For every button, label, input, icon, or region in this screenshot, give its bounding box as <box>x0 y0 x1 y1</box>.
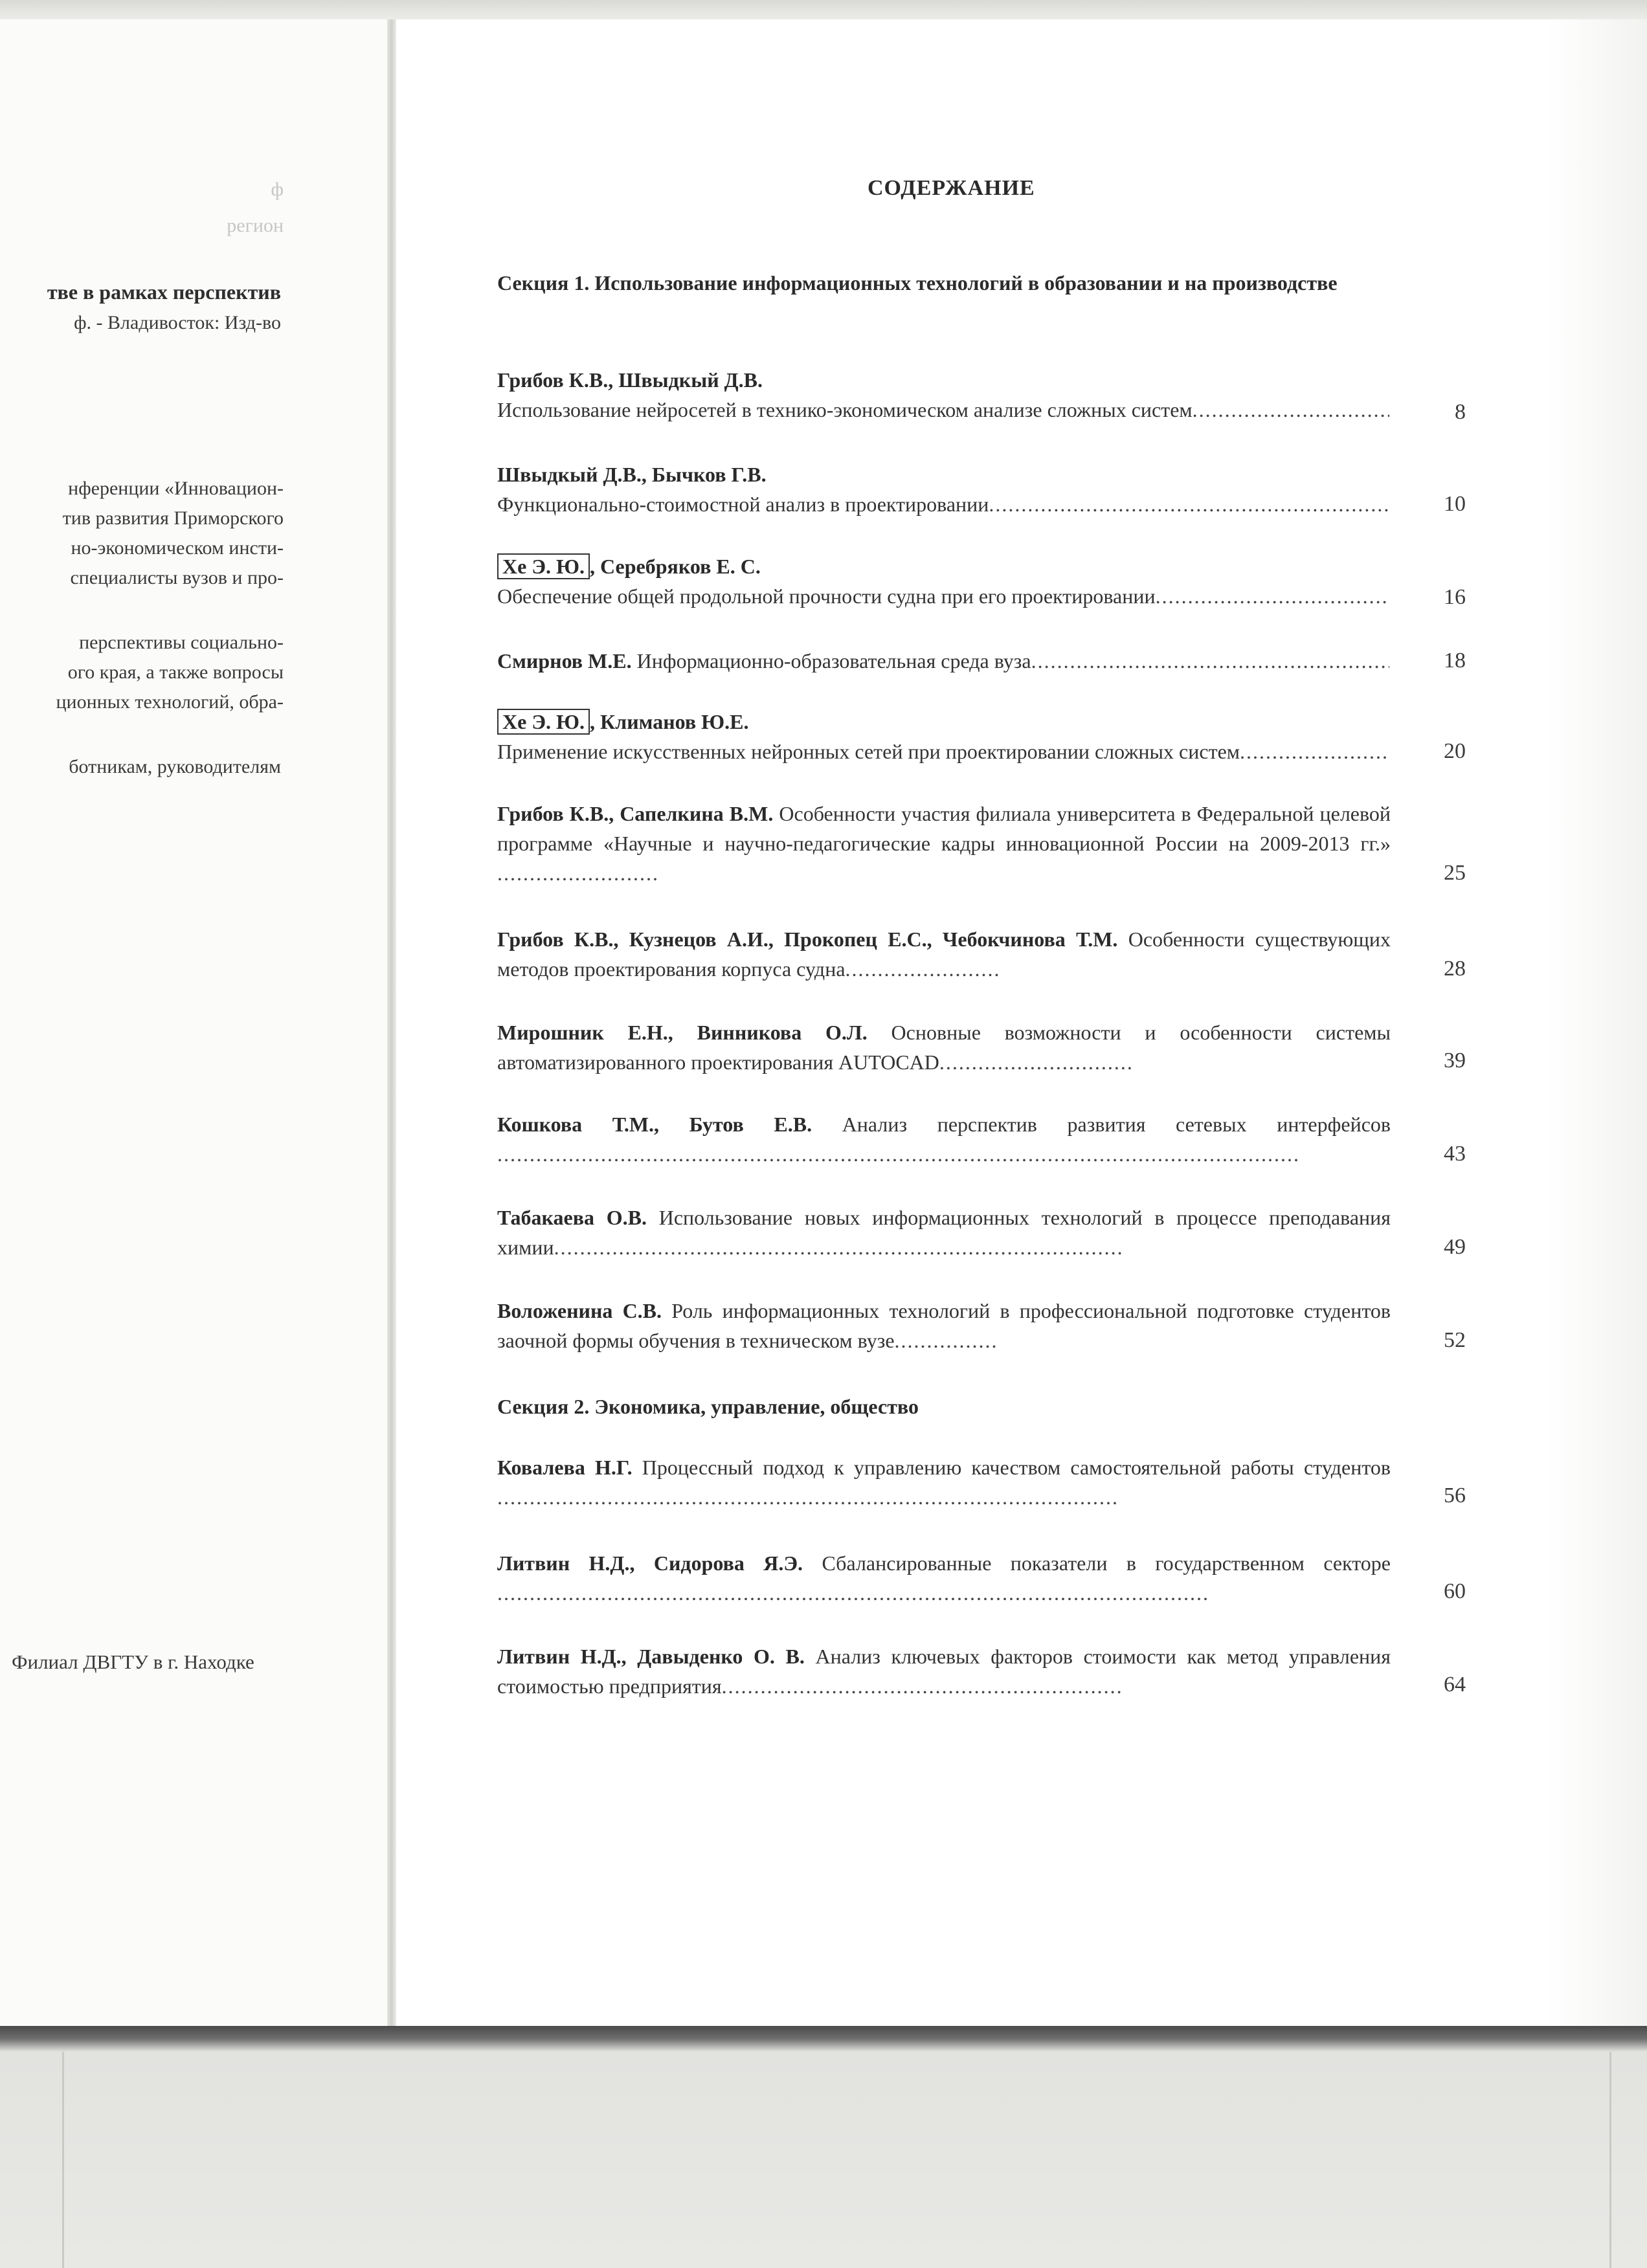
page-number: 39 <box>1444 1049 1466 1073</box>
facing-page-fragment: тве в рамках перспектив <box>47 280 281 304</box>
facing-page-fragment: тив развития Приморского <box>62 507 284 529</box>
entry-authors: Швыдкый Д.В., Бычков Г.В. <box>497 463 767 486</box>
entry-authors: Ковалева Н.Г. <box>497 1456 633 1479</box>
entry-authors: Мирошник Е.Н., Винникова О.Л. <box>497 1021 868 1044</box>
entry-authors: Табакаева О.В. <box>497 1206 647 1229</box>
entry-title: Функционально-стоимостной анализ в проектировании <box>497 493 989 516</box>
page-number: 28 <box>1444 957 1466 981</box>
page-number: 52 <box>1444 1328 1466 1352</box>
leader-dots <box>722 1671 1123 1701</box>
toc-entry <box>497 707 1391 766</box>
toc-entry <box>497 1203 1391 1262</box>
facing-page <box>0 19 387 2026</box>
scanner-bed <box>0 2026 1647 2268</box>
leader-dots <box>895 1326 998 1355</box>
entry-title: Использование нейросетей в технико-экономическом анализе сложных систем <box>497 398 1193 421</box>
leader-dots <box>939 1047 1134 1077</box>
leader-dots <box>1240 737 1389 766</box>
entry-title: Особенности существующих методов проектирования корпуса судна <box>497 928 1391 981</box>
entry-title: Обеспечение общей продольной прочности судна при его проектировании <box>497 584 1156 608</box>
facing-page-fragment: ционных технологий, обра- <box>56 691 284 713</box>
page-number: 49 <box>1444 1235 1466 1259</box>
page-number: 10 <box>1444 492 1466 516</box>
toc-entry <box>497 924 1391 984</box>
page-title: СОДЕРЖАНИЕ <box>868 176 1035 200</box>
entry-title: Использование новых информационных технологий в процессе преподавания химии <box>497 1206 1391 1259</box>
toc-entry <box>497 365 1391 425</box>
leader-dots <box>989 489 1389 519</box>
scan-streak <box>62 2052 64 2268</box>
leader-dots <box>497 858 659 888</box>
facing-page-fragment: регион <box>227 215 284 236</box>
page-number: 25 <box>1444 861 1466 885</box>
leader-dots <box>846 954 1001 984</box>
toc-entry <box>497 551 1391 611</box>
leader-dots <box>1031 646 1389 676</box>
facing-page-fragment: ф <box>271 179 284 200</box>
toc-entry <box>497 1017 1391 1077</box>
toc-entry <box>497 1641 1391 1701</box>
facing-page-fragment: но-экономическом инсти- <box>71 537 284 559</box>
page-number: 60 <box>1444 1579 1466 1603</box>
toc-entry <box>497 646 1391 676</box>
scan-top-edge <box>0 0 1647 19</box>
leader-dots <box>497 1482 1119 1512</box>
entry-authors: Воложенина С.В. <box>497 1299 662 1322</box>
facing-page-fragment: специалисты вузов и про- <box>70 567 284 588</box>
entry-authors: Литвин Н.Д., Давыденко О. В. <box>497 1645 805 1668</box>
facing-page-fragment: ф. - Владивосток: Изд-во <box>74 312 281 333</box>
entry-authors: Кошкова Т.М., Бутов Е.В. <box>497 1113 812 1136</box>
toc-entry <box>497 1452 1391 1512</box>
entry-authors-boxed: Хе Э. Ю. <box>497 553 590 579</box>
page-number: 16 <box>1444 585 1466 609</box>
entry-title: Основные возможности и особенности системы автоматизированного проектирования AUTOCAD <box>497 1021 1391 1074</box>
page-number: 18 <box>1444 649 1466 673</box>
entry-title: Информационно-образовательная среда вуза <box>636 649 1031 673</box>
scan-streak <box>1609 2052 1611 2268</box>
page-number: 43 <box>1444 1142 1466 1166</box>
entry-authors: , Климанов Ю.Е. <box>590 710 749 733</box>
toc-entry <box>497 1548 1391 1608</box>
entry-authors: Грибов К.В., Сапелкина В.М. <box>497 802 774 825</box>
entry-title: Роль информационных технологий в профессиональной подготовке студентов заочной формы обучения в техническом вузе <box>497 1299 1391 1352</box>
facing-page-fragment: ого края, а также вопросы <box>67 662 284 683</box>
entry-authors: Грибов К.В., Кузнецов А.И., Прокопец Е.С., Чебокчинова Т.М. <box>497 928 1118 951</box>
page-number: 56 <box>1444 1484 1466 1507</box>
entry-title: Особенности участия филиала университета в Федеральной целевой программе «Научные и научно-педагогические кадры инновационной России на 2009-2013 гг.» <box>497 802 1391 855</box>
page-edge <box>1547 19 1647 2026</box>
toc-entry <box>497 460 1391 519</box>
page-number: 20 <box>1444 739 1466 763</box>
book-gutter <box>387 19 396 2026</box>
facing-page-fragment: нференции «Инновацион- <box>68 478 284 499</box>
leader-dots <box>554 1232 1124 1262</box>
section-heading: Секция 1. Использование информационных технологий в образовании и на производстве <box>497 271 1338 295</box>
page-number: 8 <box>1455 400 1466 424</box>
toc-entry <box>497 799 1391 888</box>
entry-authors: Смирнов М.Е. <box>497 649 632 673</box>
entry-authors: , Серебряков Е. С. <box>590 555 761 578</box>
leader-dots <box>497 1139 1300 1169</box>
facing-page-fragment: перспективы социально- <box>79 632 284 653</box>
entry-authors: Грибов К.В., Швыдкый Д.В. <box>497 368 763 392</box>
leader-dots <box>1193 395 1389 425</box>
toc-entry <box>497 1109 1391 1169</box>
entry-authors: Литвин Н.Д., Сидорова Я.Э. <box>497 1551 803 1575</box>
entry-title: Применение искусственных нейронных сетей при проектировании сложных систем <box>497 740 1240 763</box>
entry-authors-boxed: Хе Э. Ю. <box>497 709 590 735</box>
entry-title: Процессный подход к управлению качеством самостоятельной работы студентов <box>642 1456 1391 1479</box>
facing-page-fragment: ботникам, руководителям <box>69 756 281 777</box>
toc-entry <box>497 1296 1391 1355</box>
section-heading: Секция 2. Экономика, управление, общество <box>497 1395 919 1418</box>
leader-dots <box>1156 581 1389 611</box>
entry-title: Сбалансированные показатели в государственном секторе <box>822 1551 1391 1575</box>
publisher-line: Филиал ДВГТУ в г. Находке <box>12 1651 254 1673</box>
page-number: 64 <box>1444 1673 1466 1696</box>
leader-dots <box>497 1578 1209 1608</box>
entry-title: Анализ ключевых факторов стоимости как метод управления стоимостью предприятия <box>497 1645 1391 1698</box>
entry-title: Анализ перспектив развития сетевых интерфейсов <box>842 1113 1391 1136</box>
